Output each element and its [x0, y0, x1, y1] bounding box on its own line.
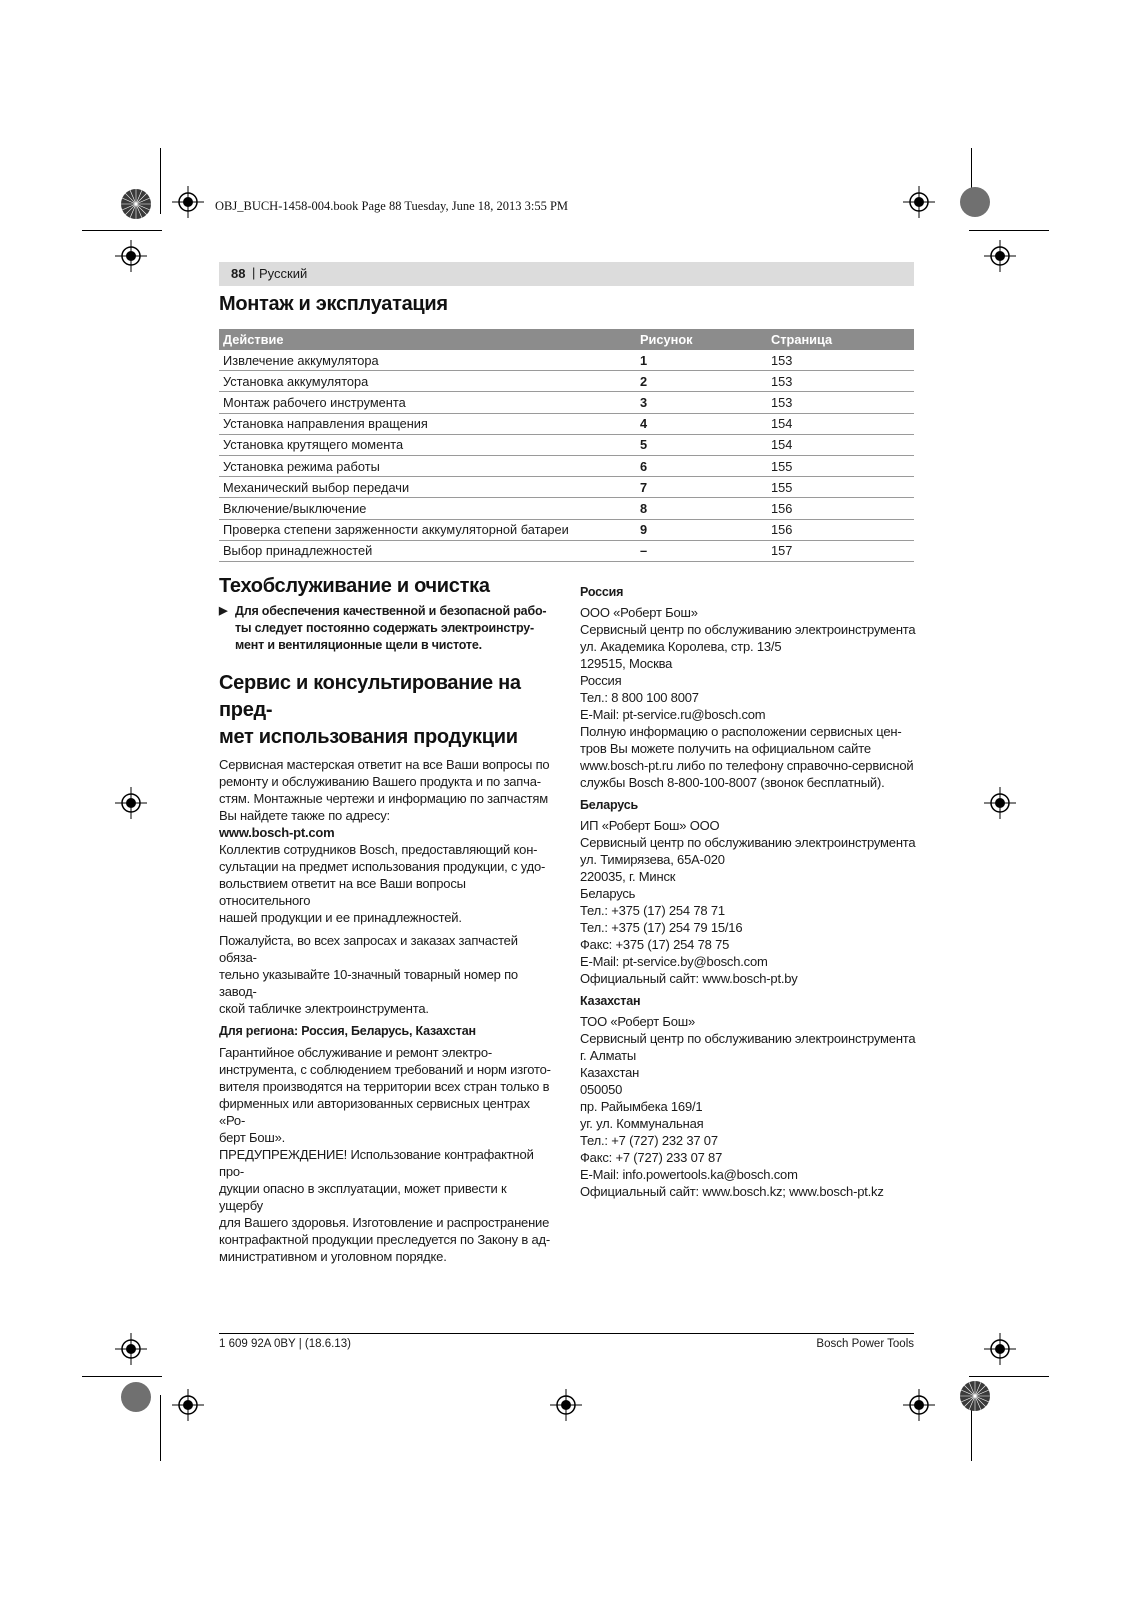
contact-line: E-Mail: pt-service.by@bosch.com [580, 954, 768, 969]
contact-line: Тел.: 8 800 100 8007 [580, 690, 699, 705]
country-heading-belarus: Беларусь [580, 798, 638, 812]
figure-cell: – [636, 540, 767, 561]
page-cell: 153 [767, 350, 914, 371]
service-paragraph [219, 1044, 551, 1265]
figure-cell: 8 [636, 498, 767, 519]
service-paragraph [219, 841, 551, 926]
text-line: стям. Монтажные чертежи и информацию по запчастям [219, 791, 548, 806]
region-heading: Для региона: Россия, Беларусь, Казахстан [219, 1024, 476, 1038]
text-line: Гарантийное обслуживание и ремонт электро- [219, 1045, 492, 1060]
table-row [219, 413, 914, 434]
contact-line: 129515, Москва [580, 656, 673, 671]
action-cell: Установка крутящего момента [219, 434, 636, 455]
text-line: министративном и уголовном порядке. [219, 1249, 447, 1264]
text-line: для Вашего здоровья. Изготовление и распространение [219, 1215, 550, 1230]
note-line: Для обеспечения качественной и безопасной рабо- [235, 604, 547, 618]
registration-mark-icon [172, 1389, 204, 1421]
contact-block-kazakhstan [580, 1013, 920, 1200]
figure-cell: 5 [636, 434, 767, 455]
text-line: Коллектив сотрудников Bosch, предоставляющий кон- [219, 842, 538, 857]
page-header [219, 262, 914, 286]
contact-line: Тел.: +375 (17) 254 78 71 [580, 903, 725, 918]
text-line: нашей продукции и ее принадлежностей. [219, 910, 462, 925]
contact-line: E-Mail: pt-service.ru@bosch.com [580, 707, 766, 722]
text-line: Пожалуйста, во всех запросах и заказах запчастей обяза- [219, 933, 518, 965]
registration-mark-icon [984, 240, 1016, 272]
registration-mark-icon [984, 787, 1016, 819]
service-paragraph [219, 756, 551, 841]
contact-line: 220035, г. Минск [580, 869, 676, 884]
table-row [219, 477, 914, 498]
color-target-icon [959, 186, 991, 218]
action-cell: Проверка степени заряженности аккумуляторной батареи [219, 519, 636, 540]
registration-mark-icon [115, 1333, 147, 1365]
action-cell: Включение/выключение [219, 498, 636, 519]
text-line: вольствием ответит на все Ваши вопросы относительного [219, 876, 466, 908]
registration-mark-icon [172, 186, 204, 218]
figure-cell: 9 [636, 519, 767, 540]
left-column [219, 575, 551, 1265]
contact-line: Беларусь [580, 886, 636, 901]
right-column [580, 584, 920, 1200]
action-cell: Выбор принадлежностей [219, 540, 636, 561]
service-paragraph [219, 932, 551, 1017]
contact-line: ИП «Роберт Бош» ООО [580, 818, 720, 833]
contact-line: Сервисный центр по обслуживанию электроинструмента [580, 1031, 916, 1046]
contact-line: г. Алматы [580, 1048, 637, 1063]
operations-table [219, 329, 914, 562]
text-line: тельно указывайте 10-значный товарный номер по завод- [219, 967, 518, 999]
footer-doc-number: 1 609 92A 0BY | (18.6.13) [219, 1338, 351, 1350]
service-title-line: Сервис и консультирование на пред- [219, 672, 521, 721]
section-title-assembly: Монтаж и эксплуатация [219, 293, 448, 315]
language-label: Русский [259, 266, 308, 281]
header-separator: | [252, 265, 256, 280]
contact-line: Официальный сайт: www.bosch.kz; www.bosch-pt.kz [580, 1184, 884, 1199]
section-title-service [219, 670, 551, 751]
table-row [219, 434, 914, 455]
page-cell: 155 [767, 477, 914, 498]
maintenance-note [219, 603, 551, 654]
contact-line: Тел.: +375 (17) 254 79 15/16 [580, 920, 743, 935]
contact-line: Факс: +375 (17) 254 78 75 [580, 937, 730, 952]
table-row [219, 519, 914, 540]
figure-cell: 2 [636, 371, 767, 392]
page-cell: 153 [767, 392, 914, 413]
contact-line: ООО «Роберт Бош» [580, 605, 698, 620]
color-target-icon [120, 1381, 152, 1413]
contact-line: Казахстан [580, 1065, 640, 1080]
service-url: www.bosch-pt.com [219, 825, 335, 840]
table-row [219, 371, 914, 392]
registration-mark-icon [903, 186, 935, 218]
color-target-icon [120, 188, 152, 220]
contact-line: Полную информацию о расположении сервисных цен- [580, 724, 902, 739]
table-row [219, 350, 914, 371]
column-header: Рисунок [636, 329, 767, 350]
section-title-maintenance: Техобслуживание и очистка [219, 575, 490, 597]
contact-line: ул. Тимирязева, 65А-020 [580, 852, 725, 867]
contact-line: www.bosch-pt.ru либо по телефону справочно-сервисной [580, 758, 914, 773]
page-cell: 153 [767, 371, 914, 392]
column-header: Страница [767, 329, 914, 350]
contact-block-belarus [580, 817, 920, 987]
text-line: дукции опасно в эксплуатации, может привести к ущербу [219, 1181, 507, 1213]
table-row [219, 540, 914, 561]
page-cell: 156 [767, 498, 914, 519]
contact-line: 050050 [580, 1082, 623, 1097]
registration-mark-icon [115, 240, 147, 272]
note-line: мент и вентиляционные щели в чистоте. [235, 638, 482, 652]
text-line: ПРЕДУПРЕЖДЕНИЕ! Использование контрафактной про- [219, 1147, 534, 1179]
action-cell: Извлечение аккумулятора [219, 350, 636, 371]
contact-line: E-Mail: info.powertools.ka@bosch.com [580, 1167, 798, 1182]
contact-line: ТОО «Роберт Бош» [580, 1014, 696, 1029]
registration-mark-icon [115, 787, 147, 819]
contact-block-russia [580, 604, 920, 791]
text-line: фирменных или авторизованных сервисных центрах «Ро- [219, 1096, 530, 1128]
service-title-line: мет использования продукции [219, 726, 518, 748]
contact-line: тров Вы можете получить на официальном сайте [580, 741, 871, 756]
contact-line: Тел.: +7 (727) 232 37 07 [580, 1133, 718, 1148]
footer-divider [219, 1333, 914, 1334]
contact-line: Официальный сайт: www.bosch-pt.by [580, 971, 798, 986]
action-cell: Механический выбор передачи [219, 477, 636, 498]
page-cell: 156 [767, 519, 914, 540]
page-cell: 154 [767, 434, 914, 455]
contact-line: Россия [580, 673, 622, 688]
action-cell: Установка аккумулятора [219, 371, 636, 392]
footer-brand: Bosch Power Tools [816, 1338, 914, 1350]
figure-cell: 4 [636, 413, 767, 434]
table-row [219, 455, 914, 476]
figure-cell: 7 [636, 477, 767, 498]
figure-cell: 1 [636, 350, 767, 371]
note-line: ты следует постоянно содержать электроинстру- [235, 621, 534, 635]
registration-mark-icon [550, 1389, 582, 1421]
text-line: сультации на предмет использования продукции, с удо- [219, 859, 546, 874]
registration-mark-icon [984, 1333, 1016, 1365]
action-cell: Монтаж рабочего инструмента [219, 392, 636, 413]
contact-line: Факс: +7 (727) 233 07 87 [580, 1150, 723, 1165]
page-cell: 157 [767, 540, 914, 561]
text-line: вителя производятся на территории всех стран только в [219, 1079, 550, 1094]
contact-line: ул. Академика Королева, стр. 13/5 [580, 639, 782, 654]
country-heading-russia: Россия [580, 585, 624, 599]
action-cell: Установка режима работы [219, 455, 636, 476]
table-row [219, 498, 914, 519]
text-line: ской табличке электроинструмента. [219, 1001, 429, 1016]
contact-line: службы Bosch 8-800-100-8007 (звонок бесплатный). [580, 775, 885, 790]
bullet-arrow-icon: ▶ [219, 605, 228, 617]
page-cell: 155 [767, 455, 914, 476]
contact-line: уг. ул. Коммунальная [580, 1116, 704, 1131]
book-file-info: OBJ_BUCH-1458-004.book Page 88 Tuesday, June 18, 2013 3:55 PM [215, 199, 569, 213]
registration-mark-icon [903, 1389, 935, 1421]
action-cell: Установка направления вращения [219, 413, 636, 434]
country-heading-kazakhstan: Казахстан [580, 994, 641, 1008]
table-header-row [219, 329, 914, 350]
text-line: Сервисная мастерская ответит на все Ваши вопросы по [219, 757, 550, 772]
table-row [219, 392, 914, 413]
text-line: контрафактной продукции преследуется по Закону в ад- [219, 1232, 551, 1247]
contact-line: Сервисный центр по обслуживанию электроинструмента [580, 835, 916, 850]
figure-cell: 6 [636, 455, 767, 476]
text-line: берт Бош». [219, 1130, 286, 1145]
text-line: ремонту и обслуживанию Вашего продукта и по запча- [219, 774, 541, 789]
text-line: Вы найдете также по адресу: [219, 808, 390, 823]
contact-line: Сервисный центр по обслуживанию электроинструмента [580, 622, 916, 637]
figure-cell: 3 [636, 392, 767, 413]
text-line: инструмента, с соблюдением требований и норм изгото- [219, 1062, 551, 1077]
color-target-icon [959, 1380, 991, 1412]
page-cell: 154 [767, 413, 914, 434]
column-header: Действие [219, 329, 636, 350]
contact-line: пр. Райымбека 169/1 [580, 1099, 703, 1114]
page-number: 88 [231, 266, 246, 281]
